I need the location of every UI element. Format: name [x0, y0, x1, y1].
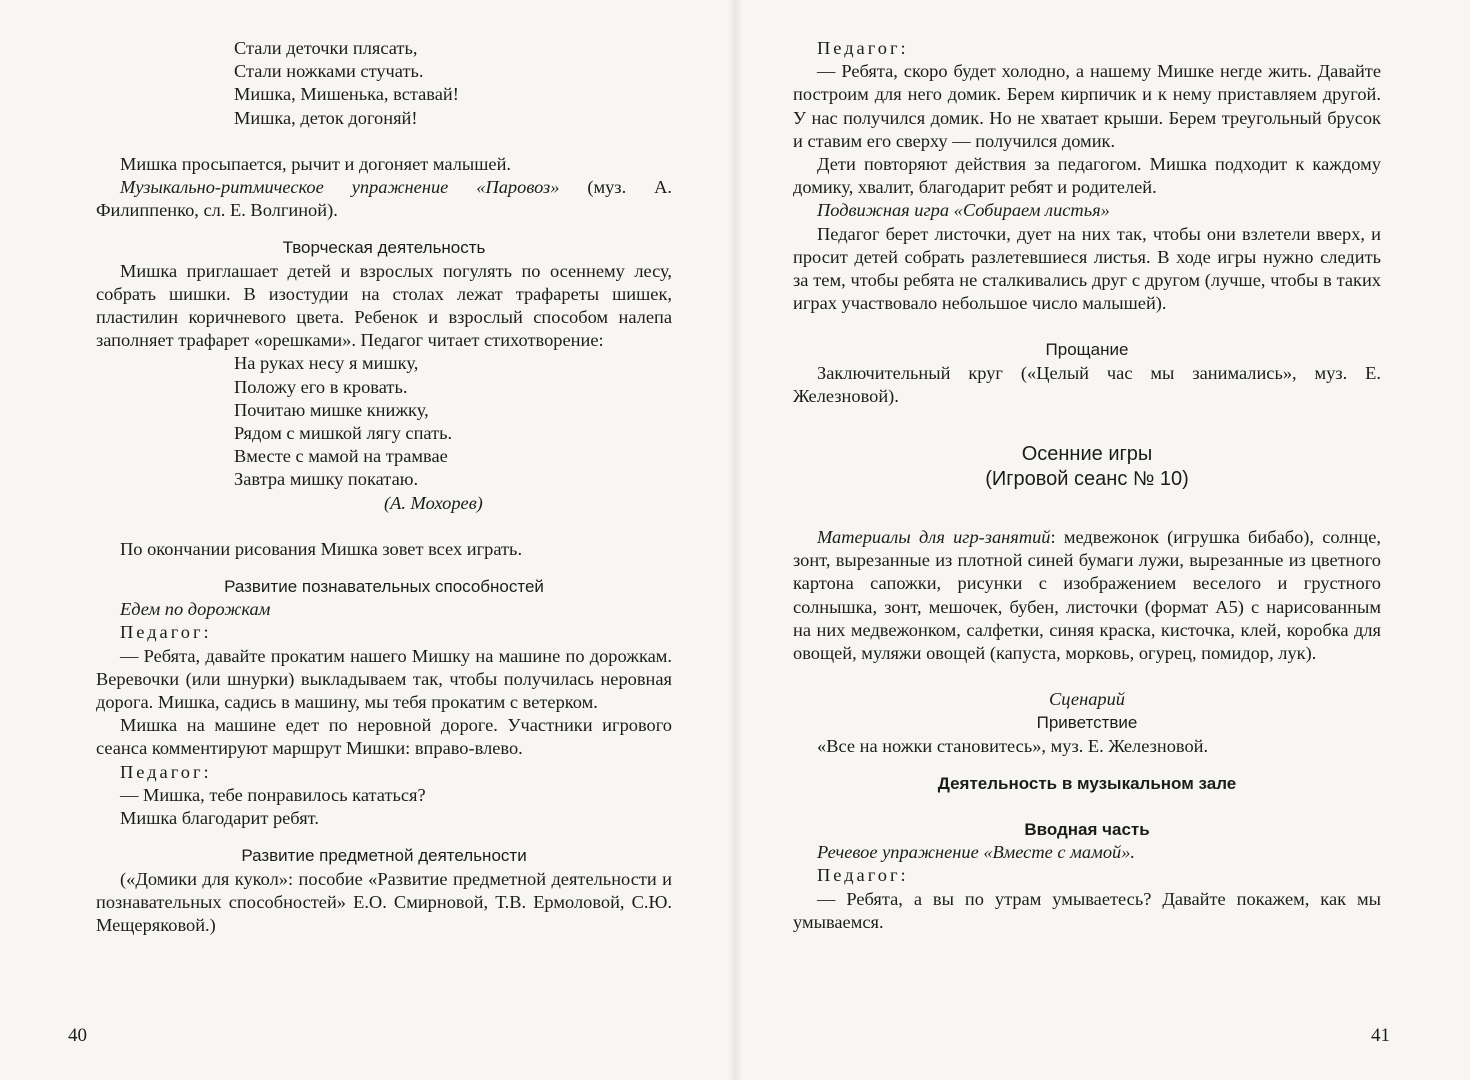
speaker-label: Педагог:	[817, 38, 909, 58]
paragraph: — Мишка, тебе понравилось кататься?	[120, 784, 426, 805]
section-heading: Прощание	[1045, 340, 1129, 360]
poem-line: Стали деточки плясать,	[234, 38, 418, 58]
section-heading: Приветствие	[1036, 713, 1138, 733]
materials-label: Материалы для игр-занятий	[817, 527, 1051, 548]
exercise-credits: (муз. А. Филиппенко, сл. Е. Волгиной).	[96, 177, 672, 221]
section-heading: Развитие познавательных способностей	[224, 577, 544, 597]
poem-line: Завтра мишку покатаю.	[234, 469, 419, 490]
poem-dance	[96, 37, 672, 130]
speaker-label: Педагог:	[120, 761, 212, 782]
paragraph: Мишка на машине едет по неровной дороге. Участники игрового сеанса комментируют маршрут Мишки: вправо-влево.	[96, 715, 672, 759]
poem-line: Мишка, деток догоняй!	[234, 107, 418, 128]
poem-line: Вместе с мамой на трамвае	[234, 446, 448, 467]
chapter-title: Осенние игры	[1021, 443, 1153, 466]
speaker-label: Педагог:	[817, 865, 909, 886]
poem-line: Почитаю мишке книжку,	[234, 399, 429, 420]
section-heading: Развитие предметной деятельности	[241, 846, 527, 866]
poem-line: Стали ножками стучать.	[234, 61, 424, 82]
paragraph: («Домики для кукол»: пособие «Развитие предметной деятельности и познавательных способностей» Е.О. Смирновой, Т.В. Ермоловой, С.Ю. Мещеряковой.)	[96, 868, 672, 935]
poem-line: Положу его в кровать.	[234, 376, 408, 397]
left-column	[96, 37, 672, 937]
scenario-label: Сценарий	[1049, 689, 1125, 710]
page-number: 40	[68, 1025, 87, 1046]
section-heading: Деятельность в музыкальном зале	[937, 773, 1237, 793]
paragraph: Дети повторяют действия за педагогом. Мишка подходит к каждому домику, хвалит, благодарит ребят и родителей.	[793, 154, 1381, 198]
materials-text: : медвежонок (игрушка бибабо), солнце, зонт, вырезанные из плотной синей бумаги лужи, вырезанные из цветного картона сапожки, рисунки с изображением веселого и грустного солнышка, зонт, мешочек, бубен, листочки (формат А5) с нарисованным на них медвежонком, салфетки, синяя краска, кисточка, клей, коробка для овощей, муляжи овощей (капуста, морковь, огурец, помидор, лук).	[793, 527, 1382, 664]
section-heading: Творческая деятельность	[282, 238, 486, 258]
paragraph: «Все на ножки становитесь», муз. Е. Железновой.	[817, 735, 1209, 756]
paragraph: Мишка благодарит ребят.	[120, 808, 319, 829]
paragraph: По окончании рисования Мишка зовет всех играть.	[120, 538, 523, 559]
paragraph: Заключительный круг («Целый час мы занимались», муз. Е. Железновой).	[793, 362, 1381, 406]
paragraph: — Ребята, а вы по утрам умываетесь? Давайте покажем, как мы умываемся.	[793, 888, 1381, 932]
paragraph: Мишка просыпается, рычит и догоняет малышей.	[120, 153, 512, 174]
exercise-title: Музыкально-ритмическое упражнение «Паровоз»	[120, 177, 560, 198]
game-title: Едем по дорожкам	[120, 599, 271, 620]
paragraph: — Ребята, скоро будет холодно, а нашему Мишке негде жить. Давайте построим для него домик. Берем кирпичик и к нему приставляем другой. У нас получился домик. Но не хватает крыши. Берем треугольный брусок и ставим его сверху — получился домик.	[793, 61, 1381, 151]
page-number: 41	[1371, 1025, 1390, 1046]
exercise-paragraph	[96, 176, 672, 222]
chapter-subtitle: (Игровой сеанс № 10)	[985, 468, 1189, 491]
poem-line: Рядом с мишкой лягу спать.	[234, 423, 453, 444]
poem-mishka	[96, 352, 672, 514]
right-column	[793, 37, 1381, 934]
paragraph: — Ребята, давайте прокатим нашего Мишку на машине по дорожкам. Веревочки (или шнурки) выкладываем так, чтобы получилась неровная дорога. Мишка, садись в машину, мы тебя прокатим с ветерком.	[96, 645, 672, 713]
poem-line: Мишка, Мишенька, вставай!	[234, 84, 459, 105]
speaker-label: Педагог:	[120, 622, 212, 643]
right-page	[735, 0, 1470, 1080]
materials-paragraph	[793, 526, 1381, 665]
paragraph: Педагог берет листочки, дует на них так, чтобы они взлетели вверх, и просит детей собрать разлетевшиеся листья. В ходе игры нужно следить за тем, чтобы ребята не сталкивались друг с другом (лучше, чтобы в таких играх участвовало небольшое число малышей).	[793, 223, 1381, 314]
game-title: Подвижная игра «Собираем листья»	[817, 200, 1110, 221]
poem-line: На руках несу я мишку,	[234, 353, 419, 374]
section-heading: Вводная часть	[1024, 820, 1150, 840]
exercise-title: Речевое упражнение «Вместе с мамой».	[817, 842, 1136, 863]
paragraph: Мишка приглашает детей и взрослых погулять по осеннему лесу, собрать шишки. В изостудии на столах лежат трафареты шишек, пластилин коричневого цвета. Ребенок и взрослый способом налепа заполняет трафарет «орешками». Педагог читает стихотворение:	[96, 260, 672, 351]
poem-author: (А. Мохорев)	[384, 492, 483, 513]
